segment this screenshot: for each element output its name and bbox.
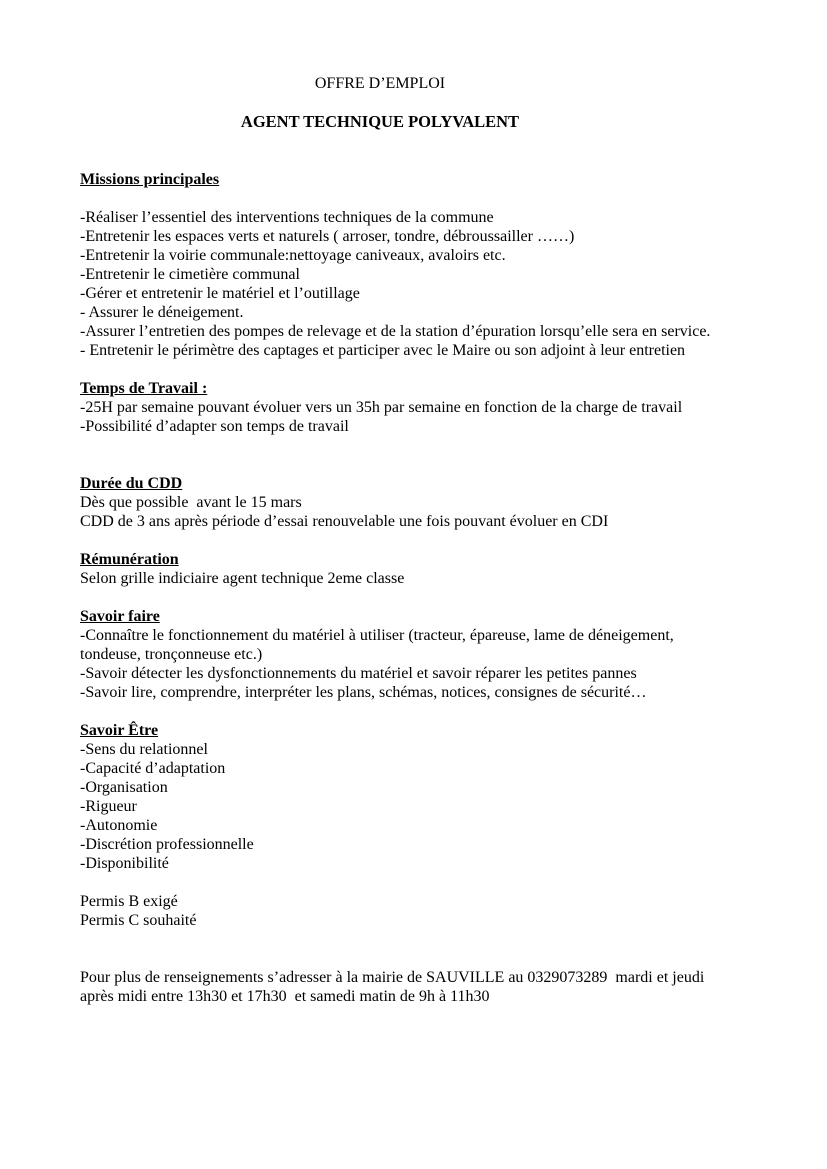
- section-line: -Autonomie: [80, 817, 158, 834]
- section-line: -Réaliser l’essentiel des interventions techniques de la commune: [80, 209, 494, 226]
- permis-block: [80, 892, 785, 930]
- section-line: -Sens du relationnel: [80, 741, 208, 758]
- section-line: -Gérer et entretenir le matériel et l’outillage: [80, 285, 360, 302]
- section-line: -Entretenir les espaces verts et naturels ( arroser, tondre, débroussailler ……): [80, 228, 575, 245]
- permis-line: Permis C souhaité: [80, 912, 197, 929]
- section-line: - Entretenir le périmètre des captages et participer avec le Maire ou son adjoint à leur entretien: [80, 342, 686, 359]
- document-subtitle: AGENT TECHNIQUE POLYVALENT: [240, 112, 520, 131]
- section-heading: Savoir faire: [80, 608, 160, 625]
- section-missions-principales: [80, 170, 785, 360]
- section-heading: Savoir Être: [80, 722, 159, 739]
- section-line: -Assurer l’entretien des pompes de relevage et de la station d’épuration lorsqu’elle sera en service.: [80, 323, 711, 340]
- section-line: tondeuse, tronçonneuse etc.): [80, 646, 263, 663]
- section-line: -Connaître le fonctionnement du matériel à utiliser (tracteur, épareuse, lame de déneigement,: [80, 627, 674, 644]
- section-line: -25H par semaine pouvant évoluer vers un 35h par semaine en fonction de la charge de travail: [80, 399, 683, 416]
- section-heading: Temps de Travail :: [80, 380, 208, 397]
- section-line: -Rigueur: [80, 798, 137, 815]
- section-line: -Savoir détecter les dysfonctionnements du matériel et savoir réparer les petites pannes: [80, 665, 637, 682]
- section-line: -Disponibilité: [80, 855, 169, 872]
- section-heading: Durée du CDD: [80, 475, 183, 492]
- section-duree-du-cdd: [80, 474, 785, 531]
- section-line: -Entretenir le cimetière communal: [80, 266, 300, 283]
- contact-info: [80, 968, 785, 1006]
- title-block: [80, 74, 680, 132]
- section-line: CDD de 3 ans après période d’essai renouvelable une fois pouvant évoluer en CDI: [80, 513, 609, 530]
- section-line: Selon grille indiciaire agent technique 2eme classe: [80, 570, 405, 587]
- section-line: - Assurer le déneigement.: [80, 304, 244, 321]
- section-line: -Entretenir la voirie communale:nettoyage caniveaux, avaloirs etc.: [80, 247, 506, 264]
- section-line: -Capacité d’adaptation: [80, 760, 226, 777]
- contact-line: après midi entre 13h30 et 17h30 et samedi matin de 9h à 11h30: [80, 988, 490, 1005]
- document-title: OFFRE D’EMPLOI: [314, 75, 446, 92]
- section-line: -Possibilité d’adapter son temps de travail: [80, 418, 349, 435]
- section-savoir-etre: [80, 721, 785, 873]
- section-line: -Discrétion professionnelle: [80, 836, 254, 853]
- section-savoir-faire: [80, 607, 785, 702]
- section-heading: Missions principales: [80, 171, 220, 188]
- section-line: -Savoir lire, comprendre, interpréter les plans, schémas, notices, consignes de sécurité…: [80, 684, 647, 701]
- section-line: -Organisation: [80, 779, 168, 796]
- section-remuneration: [80, 550, 785, 588]
- section-temps-de-travail: [80, 379, 785, 436]
- permis-line: Permis B exigé: [80, 893, 178, 910]
- contact-line: Pour plus de renseignements s’adresser à la mairie de SAUVILLE au 0329073289 mardi et jeudi: [80, 969, 705, 986]
- section-heading: Rémunération: [80, 551, 179, 568]
- section-line: Dès que possible avant le 15 mars: [80, 494, 302, 511]
